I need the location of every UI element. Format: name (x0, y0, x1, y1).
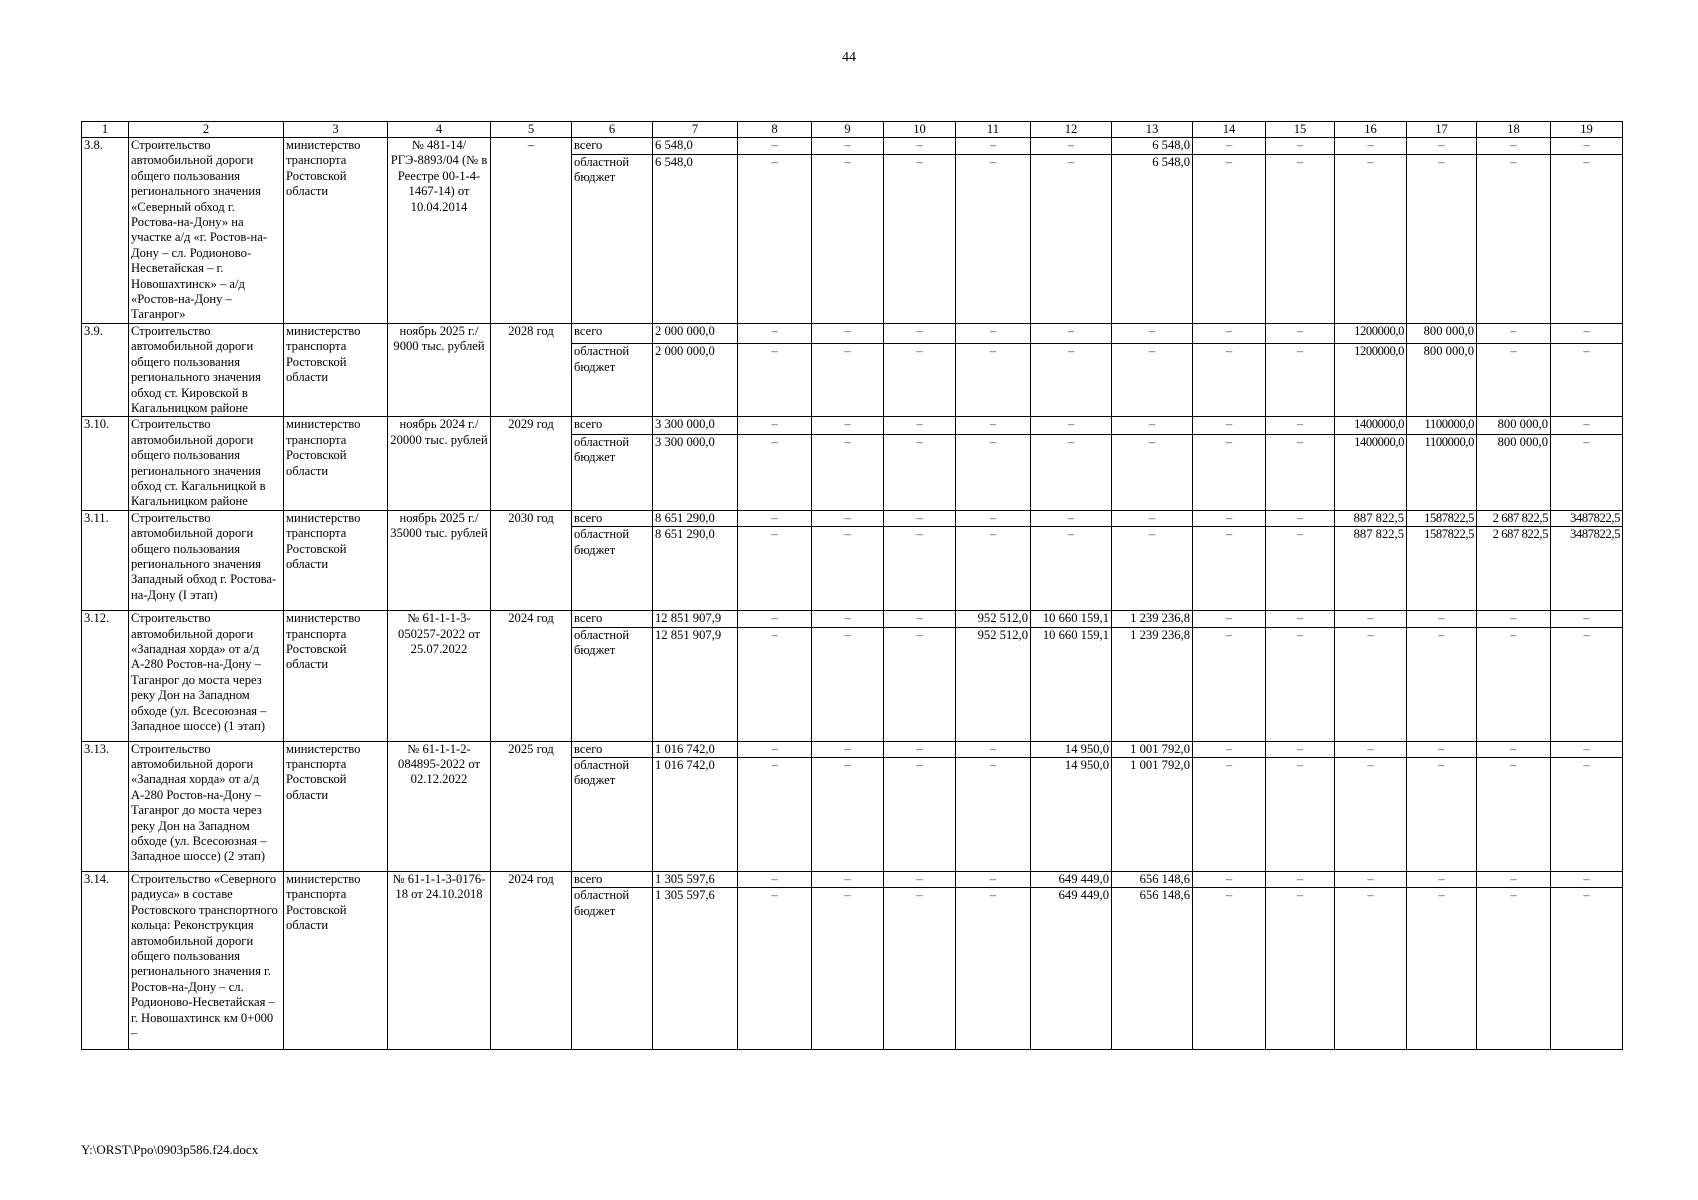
amount-cell: 887 822,5 (1335, 510, 1407, 526)
funding-source: областной бюджет (572, 527, 653, 611)
amount-cell: – (812, 741, 884, 757)
amount-cell: – (1477, 323, 1551, 344)
amount-cell: 656 148,6 (1112, 871, 1193, 887)
table-row-total (82, 871, 1623, 887)
amount-cell: – (884, 434, 956, 510)
amount-cell: – (1551, 154, 1623, 323)
project-name: Строительство автомобильной дороги «Западная хорда» от а/д А-280 Ростов-на-Дону – Таганрог до моста через реку Дон на Западном обходе (ул. Всесоюзная – Западное шоссе) (2 этап) (129, 741, 284, 871)
column-number-header: 12 (1031, 122, 1112, 138)
amount-cell: – (1031, 344, 1112, 417)
amount-cell: – (1407, 138, 1477, 155)
amount-cell: – (1112, 510, 1193, 526)
document-reference: ноябрь 2025 г./ 9000 тыс. рублей (388, 323, 491, 416)
amount-cell: 10 660 159,1 (1031, 627, 1112, 741)
amount-cell: – (1266, 527, 1335, 611)
amount-cell: 6 548,0 (1112, 154, 1193, 323)
row-number: 3.9. (82, 323, 129, 416)
amount-cell: – (1266, 323, 1335, 344)
column-number-header: 11 (956, 122, 1031, 138)
amount-cell: – (1031, 510, 1112, 526)
amount-cell: – (1031, 434, 1112, 510)
amount-cell: 2 687 822,5 (1477, 527, 1551, 611)
amount-cell: – (738, 888, 812, 1050)
amount-cell: 1 016 742,0 (653, 741, 738, 757)
commissioning-year: 2030 год (491, 510, 572, 610)
amount-cell: – (812, 434, 884, 510)
amount-cell: – (738, 138, 812, 155)
amount-cell: – (1407, 757, 1477, 871)
table-row-total (82, 323, 1623, 344)
amount-cell: – (1335, 627, 1407, 741)
amount-cell: 3 300 000,0 (653, 417, 738, 434)
amount-cell: – (812, 757, 884, 871)
document-reference: № 481-14/РГЭ-8893/04 (№ в Реестре 00-1-4-1467-14) от 10.04.2014 (388, 138, 491, 324)
amount-cell: 1200000,0 (1335, 344, 1407, 417)
executor: министерство транспорта Ростовской области (284, 611, 388, 741)
amount-cell: 14 950,0 (1031, 741, 1112, 757)
column-number-row (82, 122, 1623, 138)
amount-cell: – (1112, 434, 1193, 510)
amount-cell: 800 000,0 (1477, 434, 1551, 510)
amount-cell: – (1551, 871, 1623, 887)
column-number-header: 18 (1477, 122, 1551, 138)
amount-cell: 12 851 907,9 (653, 611, 738, 627)
column-number-header: 16 (1335, 122, 1407, 138)
amount-cell: – (1335, 611, 1407, 627)
amount-cell: – (956, 510, 1031, 526)
amount-cell: – (1407, 627, 1477, 741)
funding-source: областной бюджет (572, 344, 653, 417)
amount-cell: – (1193, 757, 1266, 871)
amount-cell: – (1193, 510, 1266, 526)
commissioning-year: 2025 год (491, 741, 572, 871)
amount-cell: – (956, 888, 1031, 1050)
amount-cell: 1 305 597,6 (653, 871, 738, 887)
amount-cell: 800 000,0 (1477, 417, 1551, 434)
row-number: 3.10. (82, 417, 129, 510)
amount-cell: – (738, 510, 812, 526)
amount-cell: – (1112, 527, 1193, 611)
amount-cell: – (1551, 323, 1623, 344)
amount-cell: – (1031, 323, 1112, 344)
column-number-header: 1 (82, 122, 129, 138)
amount-cell: – (1031, 527, 1112, 611)
amount-cell: – (1193, 527, 1266, 611)
document-reference: ноябрь 2025 г./ 35000 тыс. рублей (388, 510, 491, 610)
amount-cell: – (812, 154, 884, 323)
amount-cell: – (812, 888, 884, 1050)
amount-cell: – (1335, 154, 1407, 323)
column-number-header: 2 (129, 122, 284, 138)
amount-cell: 6 548,0 (653, 138, 738, 155)
amount-cell: – (956, 344, 1031, 417)
amount-cell: – (1407, 154, 1477, 323)
amount-cell: – (884, 871, 956, 887)
amount-cell: – (1193, 417, 1266, 434)
amount-cell: – (1551, 344, 1623, 417)
amount-cell: 1587822,5 (1407, 510, 1477, 526)
column-number-header: 19 (1551, 122, 1623, 138)
amount-cell: – (884, 627, 956, 741)
amount-cell: – (1335, 871, 1407, 887)
amount-cell: – (738, 611, 812, 627)
amount-cell: – (1551, 627, 1623, 741)
amount-cell: – (1031, 154, 1112, 323)
amount-cell: – (812, 344, 884, 417)
commissioning-year: 2028 год (491, 323, 572, 416)
amount-cell: – (812, 323, 884, 344)
amount-cell: – (884, 510, 956, 526)
amount-cell: – (956, 323, 1031, 344)
amount-cell: – (1112, 344, 1193, 417)
column-number-header: 3 (284, 122, 388, 138)
amount-cell: – (738, 417, 812, 434)
amount-cell: – (1407, 888, 1477, 1050)
amount-cell: – (1477, 627, 1551, 741)
amount-cell: – (956, 138, 1031, 155)
row-number: 3.8. (82, 138, 129, 324)
amount-cell: 1100000,0 (1407, 434, 1477, 510)
amount-cell: – (1266, 627, 1335, 741)
table-row-total (82, 138, 1623, 155)
amount-cell: – (1407, 741, 1477, 757)
amount-cell: 656 148,6 (1112, 888, 1193, 1050)
amount-cell: – (1477, 757, 1551, 871)
amount-cell: – (956, 417, 1031, 434)
executor: министерство транспорта Ростовской области (284, 871, 388, 1049)
funding-source: областной бюджет (572, 757, 653, 871)
amount-cell: – (1266, 138, 1335, 155)
column-number-header: 15 (1266, 122, 1335, 138)
amount-cell: 12 851 907,9 (653, 627, 738, 741)
amount-cell: 1200000,0 (1335, 323, 1407, 344)
amount-cell: 8 651 290,0 (653, 510, 738, 526)
amount-cell: – (1112, 323, 1193, 344)
amount-cell: – (738, 741, 812, 757)
amount-cell: – (1266, 757, 1335, 871)
amount-cell: – (1477, 871, 1551, 887)
amount-cell: – (956, 871, 1031, 887)
amount-cell: 649 449,0 (1031, 871, 1112, 887)
amount-cell: 1 016 742,0 (653, 757, 738, 871)
amount-cell: – (1193, 871, 1266, 887)
amount-cell: – (884, 757, 956, 871)
amount-cell: 1 239 236,8 (1112, 627, 1193, 741)
amount-cell: – (884, 888, 956, 1050)
amount-cell: 6 548,0 (653, 154, 738, 323)
commissioning-year: 2024 год (491, 871, 572, 1049)
funding-source: областной бюджет (572, 888, 653, 1050)
row-number: 3.13. (82, 741, 129, 871)
amount-cell: – (738, 527, 812, 611)
funding-source: всего (572, 417, 653, 434)
amount-cell: – (1266, 510, 1335, 526)
project-name: Строительство «Северного радиуса» в составе Ростовского транспортного кольца: Реконструкция автомобильной дороги общего пользования регионального значения г. Ростов-на-Дону – сл. Родионово-Несветайская – г. Новошахтинск км 0+000 – (129, 871, 284, 1049)
amount-cell: 6 548,0 (1112, 138, 1193, 155)
amount-cell: 3487822,5 (1551, 510, 1623, 526)
amount-cell: – (1335, 741, 1407, 757)
executor: министерство транспорта Ростовской области (284, 510, 388, 610)
amount-cell: – (1551, 138, 1623, 155)
document-reference: ноябрь 2024 г./ 20000 тыс. рублей (388, 417, 491, 510)
amount-cell: 3487822,5 (1551, 527, 1623, 611)
amount-cell: – (884, 741, 956, 757)
amount-cell: – (1477, 888, 1551, 1050)
amount-cell: 1400000,0 (1335, 434, 1407, 510)
amount-cell: – (812, 417, 884, 434)
amount-cell: – (956, 527, 1031, 611)
amount-cell: – (1477, 611, 1551, 627)
file-path-footer: Y:\ORST\Ppo\0903p586.f24.docx (81, 1142, 259, 1157)
project-name: Строительство автомобильной дороги «Западная хорда» от а/д А-280 Ростов-на-Дону – Таганрог до моста через реку Дон на Западном обходе (ул. Всесоюзная – Западное шоссе) (1 этап) (129, 611, 284, 741)
amount-cell: – (1266, 741, 1335, 757)
amount-cell: – (1193, 741, 1266, 757)
amount-cell: – (1266, 154, 1335, 323)
amount-cell: – (1551, 741, 1623, 757)
amount-cell: – (1551, 611, 1623, 627)
amount-cell: – (1193, 611, 1266, 627)
commissioning-year: 2024 год (491, 611, 572, 741)
amount-cell: – (812, 611, 884, 627)
amount-cell: – (1407, 611, 1477, 627)
amount-cell: – (1193, 154, 1266, 323)
amount-cell: – (956, 741, 1031, 757)
amount-cell: – (812, 138, 884, 155)
table-row-total (82, 417, 1623, 434)
executor: министерство транспорта Ростовской области (284, 323, 388, 416)
amount-cell: – (1335, 757, 1407, 871)
amount-cell: – (1112, 417, 1193, 434)
amount-cell: – (738, 757, 812, 871)
amount-cell: 8 651 290,0 (653, 527, 738, 611)
page-number: 44 (842, 50, 856, 65)
table-body (82, 122, 1623, 1050)
amount-cell: 2 687 822,5 (1477, 510, 1551, 526)
amount-cell: – (738, 154, 812, 323)
table-row-total (82, 741, 1623, 757)
funding-source: всего (572, 323, 653, 344)
row-number: 3.14. (82, 871, 129, 1049)
amount-cell: – (1335, 888, 1407, 1050)
amount-cell: – (738, 434, 812, 510)
funding-source: всего (572, 138, 653, 155)
amount-cell: – (1551, 757, 1623, 871)
amount-cell: – (1551, 888, 1623, 1050)
executor: министерство транспорта Ростовской области (284, 138, 388, 324)
amount-cell: – (812, 510, 884, 526)
table-row-total (82, 611, 1623, 627)
amount-cell: – (1193, 888, 1266, 1050)
amount-cell: 3 300 000,0 (653, 434, 738, 510)
amount-cell: – (1193, 323, 1266, 344)
amount-cell: – (884, 344, 956, 417)
amount-cell: – (956, 434, 1031, 510)
column-number-header: 14 (1193, 122, 1266, 138)
project-name: Строительство автомобильной дороги общего пользования регионального значения Западный обход г. Ростова-на-Дону (I этап) (129, 510, 284, 610)
amount-cell: 952 512,0 (956, 627, 1031, 741)
column-number-header: 17 (1407, 122, 1477, 138)
amount-cell: – (884, 417, 956, 434)
table-row-total (82, 510, 1623, 526)
amount-cell: 1 001 792,0 (1112, 757, 1193, 871)
executor: министерство транспорта Ростовской области (284, 417, 388, 510)
row-number: 3.11. (82, 510, 129, 610)
amount-cell: – (884, 611, 956, 627)
funding-source: всего (572, 510, 653, 526)
amount-cell: – (1266, 344, 1335, 417)
amount-cell: – (956, 757, 1031, 871)
amount-cell: 1587822,5 (1407, 527, 1477, 611)
amount-cell: – (1266, 611, 1335, 627)
amount-cell: – (1477, 344, 1551, 417)
amount-cell: – (738, 323, 812, 344)
amount-cell: 1 001 792,0 (1112, 741, 1193, 757)
amount-cell: – (738, 871, 812, 887)
amount-cell: – (1031, 138, 1112, 155)
amount-cell: – (1407, 871, 1477, 887)
amount-cell: – (812, 627, 884, 741)
amount-cell: – (1193, 627, 1266, 741)
amount-cell: – (1477, 138, 1551, 155)
amount-cell: – (1266, 888, 1335, 1050)
funding-source: областной бюджет (572, 627, 653, 741)
project-name: Строительство автомобильной дороги общего пользования регионального значения обход ст. Кировской в Кагальницком районе (129, 323, 284, 416)
amount-cell: 1 305 597,6 (653, 888, 738, 1050)
amount-cell: 952 512,0 (956, 611, 1031, 627)
funding-source: областной бюджет (572, 434, 653, 510)
amount-cell: 887 822,5 (1335, 527, 1407, 611)
financing-table (81, 121, 1623, 1050)
amount-cell: 2 000 000,0 (653, 323, 738, 344)
amount-cell: – (1193, 138, 1266, 155)
funding-source: всего (572, 871, 653, 887)
funding-source: всего (572, 611, 653, 627)
column-number-header: 8 (738, 122, 812, 138)
amount-cell: 800 000,0 (1407, 344, 1477, 417)
amount-cell: – (1266, 434, 1335, 510)
amount-cell: – (738, 627, 812, 741)
amount-cell: 1400000,0 (1335, 417, 1407, 434)
amount-cell: 1100000,0 (1407, 417, 1477, 434)
commissioning-year: 2029 год (491, 417, 572, 510)
amount-cell: 14 950,0 (1031, 757, 1112, 871)
amount-cell: – (884, 154, 956, 323)
amount-cell: – (1266, 417, 1335, 434)
column-number-header: 13 (1112, 122, 1193, 138)
executor: министерство транспорта Ростовской области (284, 741, 388, 871)
amount-cell: – (1193, 434, 1266, 510)
row-number: 3.12. (82, 611, 129, 741)
amount-cell: – (1551, 434, 1623, 510)
amount-cell: 2 000 000,0 (653, 344, 738, 417)
commissioning-year: – (491, 138, 572, 324)
column-number-header: 6 (572, 122, 653, 138)
amount-cell: – (1266, 871, 1335, 887)
funding-source: областной бюджет (572, 154, 653, 323)
amount-cell: – (956, 154, 1031, 323)
project-name: Строительство автомобильной дороги общего пользования регионального значения «Северный обход г. Ростова-на-Дону» на участке а/д «г. Ростов-на-Дону – сл. Родионово-Несветайская – г. Новошахтинск» – а/д «Ростов-на-Дону – Таганрог» (129, 138, 284, 324)
project-name: Строительство автомобильной дороги общего пользования регионального значения обход ст. Кагальницкой в Кагальницком районе (129, 417, 284, 510)
amount-cell: – (1193, 344, 1266, 417)
amount-cell: 800 000,0 (1407, 323, 1477, 344)
amount-cell: 10 660 159,1 (1031, 611, 1112, 627)
amount-cell: – (812, 527, 884, 611)
amount-cell: – (884, 138, 956, 155)
document-reference: № 61-1-1-3-0176-18 от 24.10.2018 (388, 871, 491, 1049)
amount-cell: – (1477, 741, 1551, 757)
document-reference: № 61-1-1-3-050257-2022 от 25.07.2022 (388, 611, 491, 741)
column-number-header: 10 (884, 122, 956, 138)
amount-cell: 1 239 236,8 (1112, 611, 1193, 627)
amount-cell: – (884, 323, 956, 344)
column-number-header: 7 (653, 122, 738, 138)
column-number-header: 5 (491, 122, 572, 138)
amount-cell: – (1477, 154, 1551, 323)
column-number-header: 9 (812, 122, 884, 138)
amount-cell: – (1551, 417, 1623, 434)
column-number-header: 4 (388, 122, 491, 138)
funding-source: всего (572, 741, 653, 757)
amount-cell: – (884, 527, 956, 611)
amount-cell: 649 449,0 (1031, 888, 1112, 1050)
amount-cell: – (1335, 138, 1407, 155)
document-reference: № 61-1-1-2-084895-2022 от 02.12.2022 (388, 741, 491, 871)
amount-cell: – (812, 871, 884, 887)
amount-cell: – (1031, 417, 1112, 434)
amount-cell: – (738, 344, 812, 417)
